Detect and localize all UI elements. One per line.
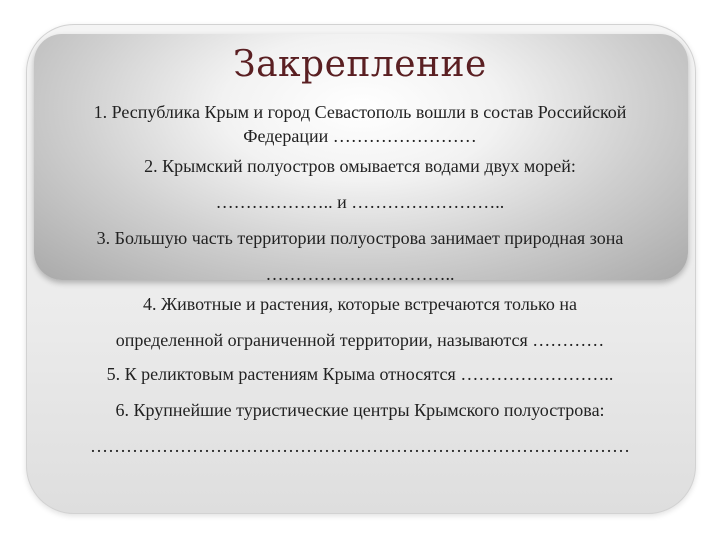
question-1-line-1: 1. Республика Крым и город Севастополь вошли в состав Российской: [93, 102, 627, 122]
question-3-line-2: …………………………..: [265, 264, 455, 284]
question-6-answer-blank: ………………………………………………………………………………: [90, 436, 630, 456]
question-4-line-1: 4. Животные и растения, которые встречаются только на: [143, 294, 577, 314]
question-1-line-2: Федерации ……………………: [243, 126, 477, 146]
question-4-line-2: определенной ограниченной территории, называются …………: [115, 330, 605, 350]
slide-title: Закрепление: [233, 44, 487, 85]
question-2-line-2: ……………….. и ……………………..: [215, 192, 505, 212]
question-3-line-1: 3. Большую часть территории полуострова занимает природная зона: [96, 228, 624, 248]
question-2-line-1: 2. Крымский полуостров омывается водами двух морей:: [144, 156, 576, 176]
question-5-line: 5. К реликтовым растениям Крыма относятся ……………………..: [106, 364, 614, 384]
question-6-line-1: 6. Крупнейшие туристические центры Крымского полуострова:: [115, 400, 605, 420]
